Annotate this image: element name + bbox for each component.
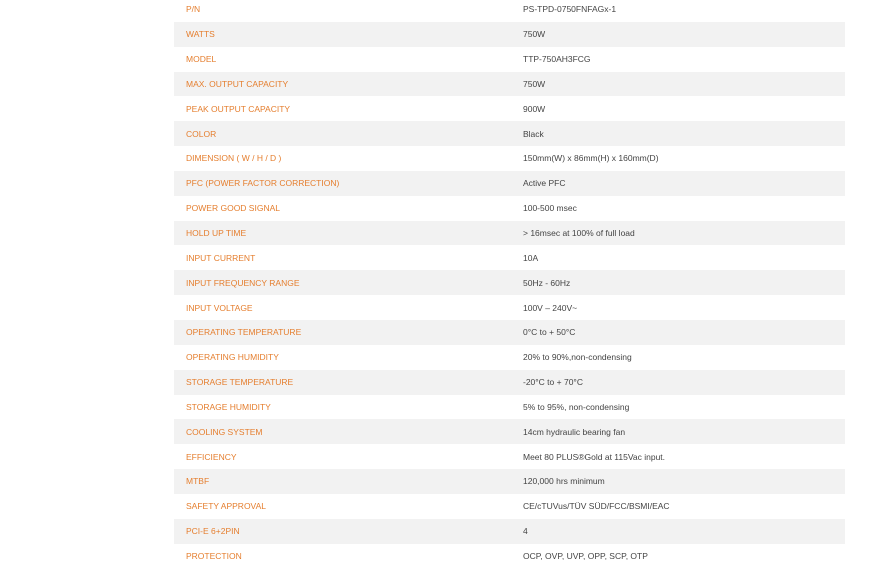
- spec-label: HOLD UP TIME: [174, 221, 523, 246]
- spec-value: -20°C to + 70°C: [523, 370, 845, 395]
- spec-label: PROTECTION: [174, 544, 523, 568]
- spec-row-max-output: [174, 72, 845, 97]
- spec-row-safety: [174, 494, 845, 519]
- spec-value: 0°C to + 50°C: [523, 320, 845, 345]
- spec-row-color: [174, 121, 845, 146]
- spec-label: MAX. OUTPUT CAPACITY: [174, 72, 523, 97]
- spec-table: [174, 0, 845, 568]
- spec-label: INPUT CURRENT: [174, 245, 523, 270]
- spec-value: 4: [523, 519, 845, 544]
- spec-value: Active PFC: [523, 171, 845, 196]
- spec-row-input-voltage: [174, 295, 845, 320]
- spec-value: Meet 80 PLUS®Gold at 115Vac input.: [523, 444, 845, 469]
- spec-label: INPUT FREQUENCY RANGE: [174, 270, 523, 295]
- spec-label: MTBF: [174, 469, 523, 494]
- spec-row-pcie: [174, 519, 845, 544]
- spec-label: PFC (POWER FACTOR CORRECTION): [174, 171, 523, 196]
- spec-label: SAFETY APPROVAL: [174, 494, 523, 519]
- spec-row-efficiency: [174, 444, 845, 469]
- spec-row-pn: [174, 0, 845, 22]
- spec-label: WATTS: [174, 22, 523, 47]
- spec-row-hold-up: [174, 221, 845, 246]
- spec-row-power-good: [174, 196, 845, 221]
- spec-value: 14cm hydraulic bearing fan: [523, 419, 845, 444]
- spec-label: STORAGE TEMPERATURE: [174, 370, 523, 395]
- spec-value: CE/cTUVus/TÜV SÜD/FCC/BSMI/EAC: [523, 494, 845, 519]
- spec-label: EFFICIENCY: [174, 444, 523, 469]
- spec-value: 20% to 90%,non-condensing: [523, 345, 845, 370]
- spec-label: OPERATING HUMIDITY: [174, 345, 523, 370]
- spec-row-model: [174, 47, 845, 72]
- spec-label: DIMENSION ( W / H / D ): [174, 146, 523, 171]
- spec-label: PCI-E 6+2PIN: [174, 519, 523, 544]
- spec-table-body: [174, 0, 845, 568]
- spec-row-cooling: [174, 419, 845, 444]
- spec-value: 5% to 95%, non-condensing: [523, 395, 845, 420]
- spec-row-operating-temp: [174, 320, 845, 345]
- spec-row-dimension: [174, 146, 845, 171]
- spec-row-watts: [174, 22, 845, 47]
- spec-label: STORAGE HUMIDITY: [174, 395, 523, 420]
- spec-label: P/N: [174, 0, 523, 22]
- spec-label: PEAK OUTPUT CAPACITY: [174, 96, 523, 121]
- spec-value: 900W: [523, 96, 845, 121]
- spec-label: INPUT VOLTAGE: [174, 295, 523, 320]
- spec-label: COLOR: [174, 121, 523, 146]
- spec-row-peak-output: [174, 96, 845, 121]
- spec-row-protection: [174, 544, 845, 568]
- spec-value: 10A: [523, 245, 845, 270]
- spec-row-storage-humidity: [174, 395, 845, 420]
- spec-value: 750W: [523, 72, 845, 97]
- spec-row-input-frequency: [174, 270, 845, 295]
- spec-row-input-current: [174, 245, 845, 270]
- spec-value: TTP-750AH3FCG: [523, 47, 845, 72]
- spec-row-storage-temp: [174, 370, 845, 395]
- spec-value: 100-500 msec: [523, 196, 845, 221]
- spec-value: > 16msec at 100% of full load: [523, 221, 845, 246]
- spec-value: Black: [523, 121, 845, 146]
- spec-value: PS-TPD-0750FNFAGx-1: [523, 0, 845, 22]
- spec-row-pfc: [174, 171, 845, 196]
- spec-value: 150mm(W) x 86mm(H) x 160mm(D): [523, 146, 845, 171]
- spec-label: POWER GOOD SIGNAL: [174, 196, 523, 221]
- spec-value: OCP, OVP, UVP, OPP, SCP, OTP: [523, 544, 845, 568]
- spec-row-operating-humidity: [174, 345, 845, 370]
- spec-label: OPERATING TEMPERATURE: [174, 320, 523, 345]
- spec-row-mtbf: [174, 469, 845, 494]
- spec-value: 750W: [523, 22, 845, 47]
- spec-value: 120,000 hrs minimum: [523, 469, 845, 494]
- spec-value: 50Hz - 60Hz: [523, 270, 845, 295]
- spec-label: MODEL: [174, 47, 523, 72]
- spec-value: 100V – 240V~: [523, 295, 845, 320]
- spec-label: COOLING SYSTEM: [174, 419, 523, 444]
